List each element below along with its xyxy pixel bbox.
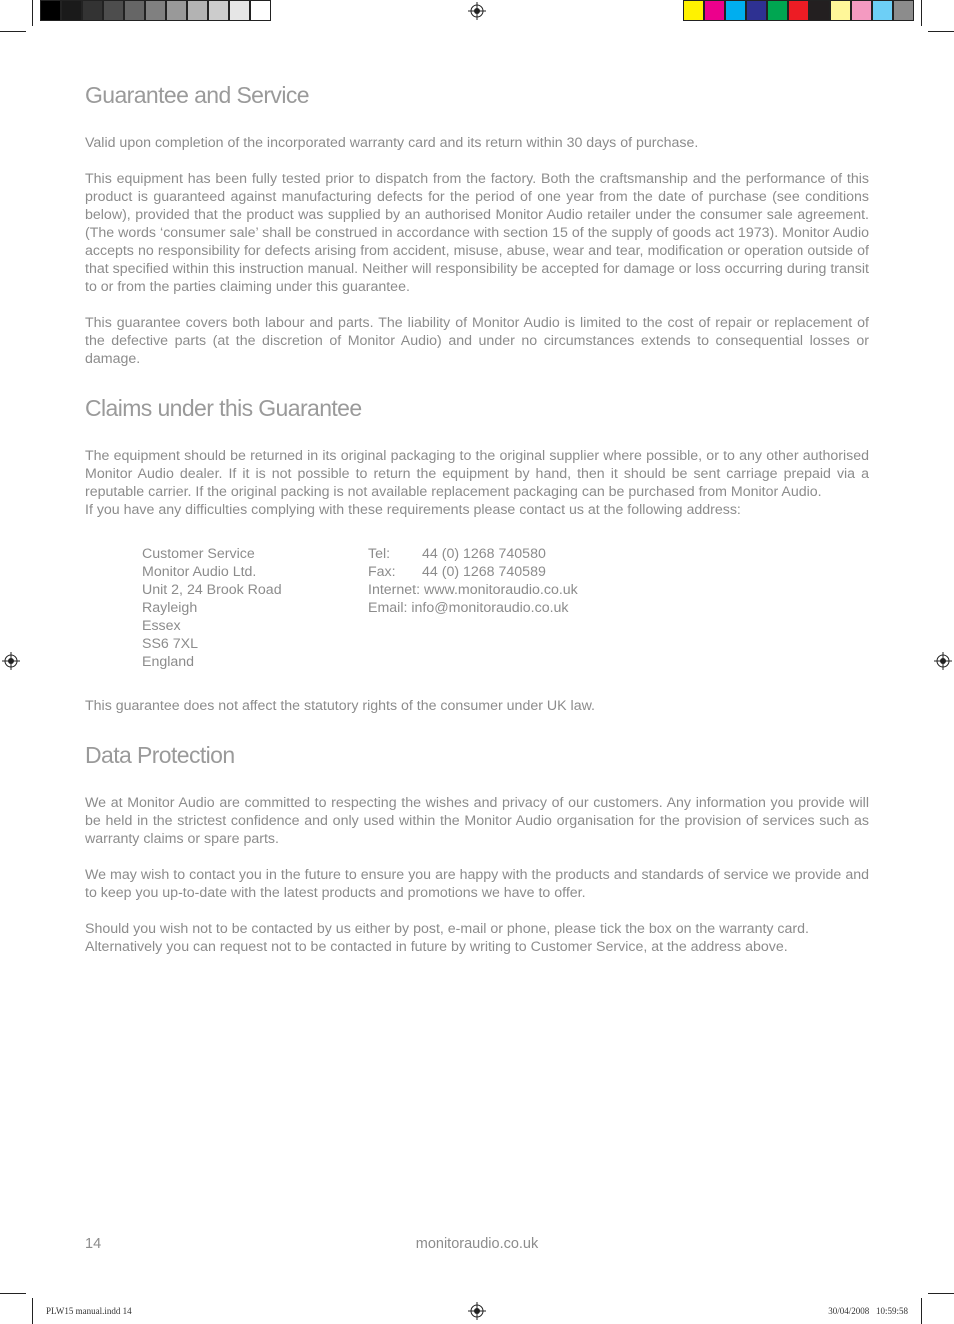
fax-line: [368, 563, 578, 581]
section-heading-guarantee: Guarantee and Service: [85, 82, 309, 108]
color-swatch: [746, 0, 767, 21]
tel-number: 44 (0) 1268 740580: [422, 546, 546, 562]
email-link[interactable]: Email: info@monitoraudio.co.uk: [368, 600, 569, 616]
crop-mark: [921, 0, 922, 26]
paragraph: This equipment has been fully tested prior to dispatch from the factory. Both the craftsmanship and the performance of this product is guaranteed against manufacturing defects for the period of one year from the date of purchase (see conditions below), provided that the product was supplied by an authorised Monitor Audio retailer under the consumer sale agreement. (The words ‘consumer sale’ shall be construed in accordance with section 15 of the supply of goods act 1973). Monitor Audio accepts no responsibility for defects arising from accident, misuse, abuse, wear and tear, modification or operation outside of that specified within this instruction manual. Neither will responsibility be accepted for damage or loss occurring during transit to or from the parties claiming under this guarantee.: [85, 171, 869, 295]
paragraph: The equipment should be returned in its original packaging to the original supplier where possible, or to any other authorised Monitor Audio dealer. If it is not possible to return the equipment by hand, then it should be sent carriage prepaid via a reputable carrier. If the original packing is not available replacement packaging can be purchased from Monitor Audio.: [85, 448, 869, 500]
internet-link[interactable]: Internet: www.monitoraudio.co.uk: [368, 582, 578, 598]
contact-address-block: [142, 545, 869, 671]
paragraph: Valid upon completion of the incorporated warranty card and its return within 30 days of purchase.: [85, 135, 699, 151]
crop-mark: [928, 31, 954, 32]
crop-mark: [32, 1298, 33, 1324]
tel-line: [368, 545, 578, 563]
section-heading-claims: Claims under this Guarantee: [85, 395, 362, 421]
crop-mark: [0, 1293, 26, 1294]
color-swatch: [767, 0, 788, 21]
slug-filename: PLW15 manual.indd 14: [46, 1306, 132, 1316]
paragraph: We may wish to contact you in the future to ensure you are happy with the products and standards of service we provide and to keep you up-to-date with the latest products and promotions we have to offer.: [85, 867, 869, 901]
color-swatch: [187, 0, 208, 21]
paragraph-statutory-rights: This guarantee does not affect the statutory rights of the consumer under UK law.: [85, 698, 595, 714]
color-swatch: [725, 0, 746, 21]
color-swatch: [40, 0, 61, 21]
section-heading-data-protection: Data Protection: [85, 742, 235, 768]
color-swatch: [166, 0, 187, 21]
registration-mark-icon: [468, 2, 486, 20]
color-swatch: [683, 0, 704, 21]
color-swatch: [103, 0, 124, 21]
crop-mark: [0, 31, 26, 32]
paragraph: We at Monitor Audio are committed to respecting the wishes and privacy of our customers. Any information you provide will be held in the strictest confidence and only used within the Monitor Audio organisation for the provision of services such as warranty claims or spare parts.: [85, 795, 869, 847]
paragraph: This guarantee covers both labour and parts. The liability of Monitor Audio is limited to the cost of repair or replacement of the defective parts (at the discretion of Monitor Audio) and under no circumstances extends to consequential losses or damage.: [85, 315, 869, 367]
paragraph: Alternatively you can request not to be contacted in future by writing to Customer Service, at the address above.: [85, 939, 788, 955]
address-line: SS6 7XL: [142, 636, 199, 652]
registration-mark-icon: [2, 652, 20, 670]
address-line: Customer Service: [142, 546, 255, 562]
color-swatch: [872, 0, 893, 21]
crop-mark: [921, 1298, 922, 1324]
postal-address: [142, 545, 282, 671]
fax-number: 44 (0) 1268 740589: [422, 564, 546, 580]
color-swatch: [61, 0, 82, 21]
page-content: [85, 80, 869, 956]
address-line: Essex: [142, 618, 181, 634]
paragraph: If you have any difficulties complying with these requirements please contact us at the following address:: [85, 502, 741, 518]
address-line: Rayleigh: [142, 600, 198, 616]
color-swatch: [250, 0, 271, 21]
address-line: England: [142, 654, 195, 670]
color-swatch: [145, 0, 166, 21]
color-swatch: [830, 0, 851, 21]
footer-url[interactable]: monitoraudio.co.uk: [415, 1236, 539, 1252]
crop-mark: [32, 0, 33, 26]
color-swatch: [809, 0, 830, 21]
tel-label: Tel:: [368, 546, 391, 562]
color-swatch: [229, 0, 250, 21]
color-swatch: [788, 0, 809, 21]
page-number: 14: [85, 1236, 102, 1252]
color-swatch: [893, 0, 914, 21]
address-line: Monitor Audio Ltd.: [142, 564, 257, 580]
crop-mark: [928, 1293, 954, 1294]
color-swatch: [82, 0, 103, 21]
slug-timestamp: 30/04/2008 10:59:58: [828, 1306, 908, 1316]
paragraph: Should you wish not to be contacted by us either by post, e-mail or phone, please tick the box on the warranty card.: [85, 921, 809, 937]
color-swatch: [851, 0, 872, 21]
registration-mark-icon: [468, 1302, 486, 1320]
contact-details: [368, 545, 578, 617]
registration-mark-icon: [934, 652, 952, 670]
color-bar: [683, 0, 914, 21]
fax-label: Fax:: [368, 564, 396, 580]
color-swatch: [124, 0, 145, 21]
color-swatch: [704, 0, 725, 21]
address-line: Unit 2, 24 Brook Road: [142, 582, 282, 598]
color-swatch: [208, 0, 229, 21]
grayscale-bar: [40, 0, 271, 21]
